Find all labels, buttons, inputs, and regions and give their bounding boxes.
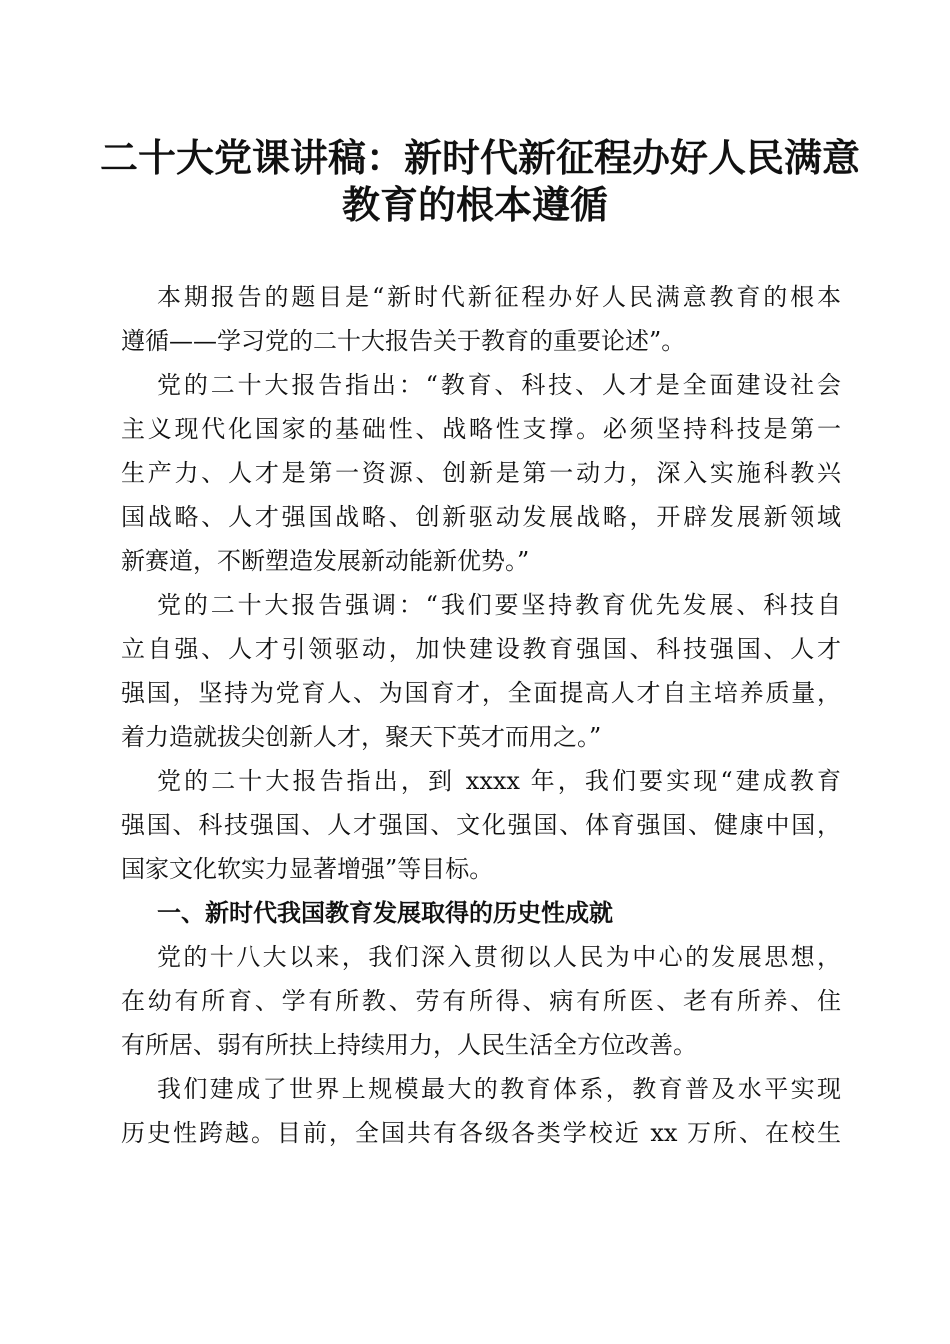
paragraph-line: 新赛道，不断塑造发展新动能新优势。” (121, 547, 530, 575)
paragraph-line: 国战略、人才强国战略、创新驱动发展战略，开辟发展新领域 (121, 503, 841, 531)
paragraph-line: 强国，坚持为党育人、为国育才，全面提高人才自主培养质量， (121, 679, 841, 707)
paragraph-line: 党的十八大以来，我们深入贯彻以人民为中心的发展思想， (157, 943, 841, 971)
paragraph-line: 我们建成了世界上规模最大的教育体系，教育普及水平实现 (157, 1075, 841, 1103)
paragraph-line: 立自强、人才引领驱动，加快建设教育强国、科技强国、人才 (121, 635, 841, 663)
paragraph-line: 党的二十大报告指出，到 xxxx 年，我们要实现“建成教育 (157, 767, 841, 795)
paragraph-line: 强国、科技强国、人才强国、文化强国、体育强国、健康中国， (121, 811, 841, 839)
paragraph-line: 有所居、弱有所扶上持续用力，人民生活全方位改善。 (121, 1031, 697, 1059)
paragraph-line: 在幼有所育、学有所教、劳有所得、病有所医、老有所养、住 (121, 987, 841, 1015)
paragraph-line: 历史性跨越。目前，全国共有各级各类学校近 xx 万所、在校生 (121, 1119, 841, 1147)
paragraph-line: 着力造就拔尖创新人才，聚天下英才而用之。” (121, 723, 602, 751)
paragraph-line: 主义现代化国家的基础性、战略性支撑。必须坚持科技是第一 (121, 415, 841, 443)
paragraph-line: 遵循——学习党的二十大报告关于教育的重要论述”。 (121, 327, 686, 355)
document-title-line-2: 教育的根本遵循 (341, 182, 608, 227)
document-title-line-1: 二十大党课讲稿：新时代新征程办好人民满意 (100, 135, 861, 180)
paragraph-line: 党的二十大报告强调：“我们要坚持教育优先发展、科技自 (157, 591, 841, 619)
paragraph-line: 生产力、人才是第一资源、创新是第一动力，深入实施科教兴 (121, 459, 841, 487)
section-heading: 一、新时代我国教育发展取得的历史性成就 (157, 899, 613, 927)
paragraph-line: 本期报告的题目是“新时代新征程办好人民满意教育的根本 (157, 283, 841, 311)
paragraph-line: 党的二十大报告指出：“教育、科技、人才是全面建设社会 (157, 371, 841, 399)
paragraph-line: 国家文化软实力显著增强”等目标。 (121, 855, 494, 883)
